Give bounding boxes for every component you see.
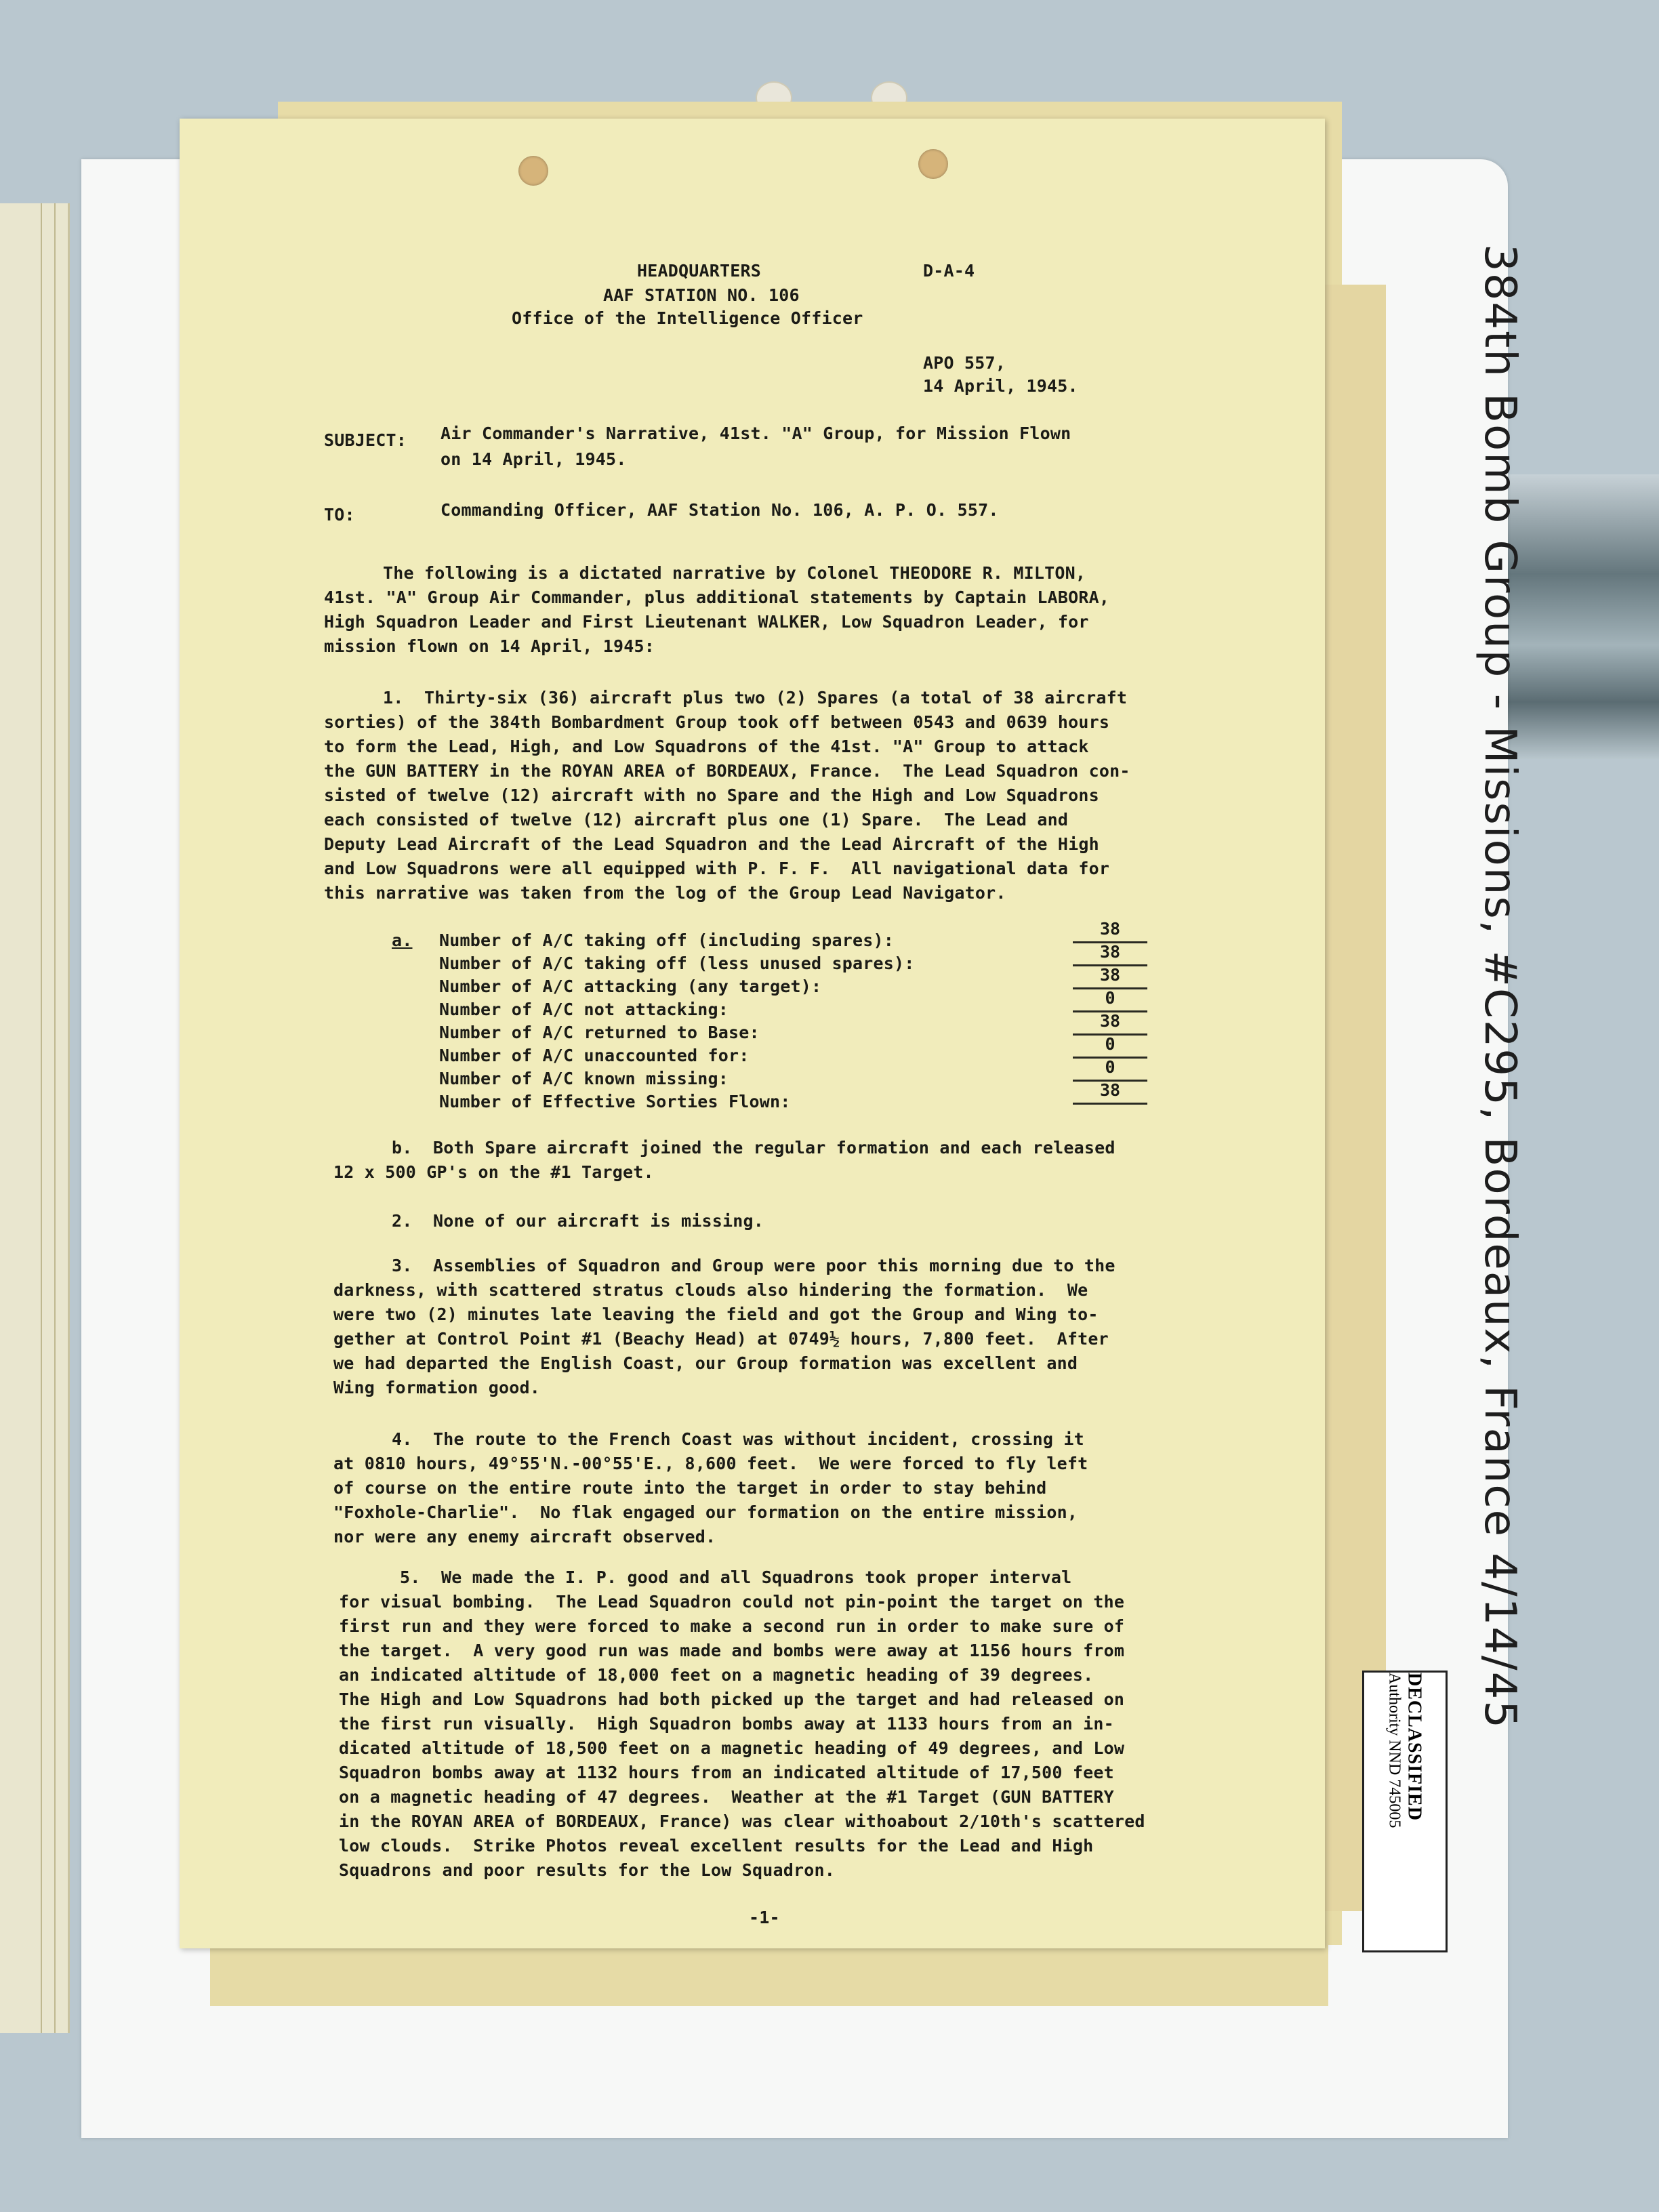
stats-value: 38 <box>1099 1011 1121 1031</box>
stats-label: Number of A/C returned to Base: <box>439 1023 760 1042</box>
intro-line: High Squadron Leader and First Lieutenant WALKER, Low Squadron Leader, for <box>324 612 1089 632</box>
para1-line: sorties) of the 384th Bombardment Group took off between 0543 and 0639 hours <box>324 712 1110 732</box>
para3-line: we had departed the English Coast, our Group formation was excellent and <box>333 1353 1078 1373</box>
para1-line: and Low Squadrons were all equipped with P. F. F. All navigational data for <box>324 859 1110 878</box>
para5-line: Squadrons and poor results for the Low Squadron. <box>339 1860 836 1880</box>
stats-label: Number of A/C not attacking: <box>439 1000 729 1019</box>
para5-line: low clouds. Strike Photos reveal excellent results for the Lead and High <box>339 1836 1094 1856</box>
left-folder-stack <box>0 203 70 2033</box>
stats-value: 38 <box>1099 965 1121 985</box>
stats-marker: a. <box>392 930 413 950</box>
para1-line: to form the Lead, High, and Low Squadrons of the 41st. "A" Group to attack <box>324 737 1089 756</box>
para4-line: 4. The route to the French Coast was without incident, crossing it <box>392 1429 1084 1449</box>
stats-label: Number of A/C known missing: <box>439 1069 729 1088</box>
para5-line: an indicated altitude of 18,000 feet on a magnetic heading of 39 degrees. <box>339 1665 1094 1685</box>
subject-line-1: Air Commander's Narrative, 41st. "A" Group, for Mission Flown <box>441 424 1071 443</box>
stats-value: 38 <box>1099 919 1121 939</box>
subject-label: SUBJECT: <box>324 430 407 450</box>
document-code: D-A-4 <box>923 261 975 281</box>
para2-text: 2. None of our aircraft is missing. <box>392 1211 764 1231</box>
para4-line: nor were any enemy aircraft observed. <box>333 1527 716 1547</box>
stats-value: 38 <box>1099 942 1121 962</box>
stats-value: 0 <box>1105 1034 1115 1054</box>
para5-line: in the ROYAN AREA of BORDEAUX, France) was clear withoabout 2/10th's scattered <box>339 1811 1145 1831</box>
intro-line: 41st. "A" Group Air Commander, plus additional statements by Captain LABORA, <box>324 588 1110 607</box>
para4-line: at 0810 hours, 49°55'N.-00°55'E., 8,600 feet. We were forced to fly left <box>333 1454 1088 1473</box>
page-number: -1- <box>749 1908 780 1927</box>
handwritten-note: 384th Bomb Group - Missions, #C295, Bordeaux, France 4/14/45 <box>1475 244 1525 1729</box>
stats-underline <box>1073 1103 1147 1105</box>
para5-line: Squadron bombs away at 1132 hours from an indicated altitude of 17,500 feet <box>339 1763 1114 1782</box>
punch-hole <box>918 149 948 179</box>
subject-line-2: on 14 April, 1945. <box>441 449 627 469</box>
declassified-stamp <box>1362 1671 1448 1952</box>
para1-line: this narrative was taken from the log of the Group Lead Navigator. <box>324 883 1006 903</box>
para4-line: of course on the entire route into the target in order to stay behind <box>333 1478 1047 1498</box>
stats-label: Number of A/C unaccounted for: <box>439 1046 750 1065</box>
para5-line: dicated altitude of 18,500 feet on a magnetic heading of 49 degrees, and Low <box>339 1738 1125 1758</box>
para5-line: for visual bombing. The Lead Squadron could not pin-point the target on the <box>339 1592 1125 1612</box>
stats-label: Number of A/C attacking (any target): <box>439 977 822 996</box>
to-text: Commanding Officer, AAF Station No. 106, A. P. O. 557. <box>441 500 999 520</box>
para5-line: 5. We made the I. P. good and all Squadrons took proper interval <box>400 1568 1072 1587</box>
para3-line: 3. Assemblies of Squadron and Group were poor this morning due to the <box>392 1256 1115 1275</box>
document-date: 14 April, 1945. <box>923 376 1078 396</box>
punch-hole <box>518 156 548 186</box>
para1-line: the GUN BATTERY in the ROYAN AREA of BORDEAUX, France. The Lead Squadron con- <box>324 761 1130 781</box>
para-b-line: b. Both Spare aircraft joined the regular formation and each released <box>392 1138 1115 1158</box>
para1-line: Deputy Lead Aircraft of the Lead Squadron and the Lead Aircraft of the High <box>324 834 1099 854</box>
intro-line: The following is a dictated narrative by Colonel THEODORE R. MILTON, <box>383 563 1086 583</box>
to-label: TO: <box>324 505 355 525</box>
para1-line: each consisted of twelve (12) aircraft plus one (1) Spare. The Lead and <box>324 810 1069 830</box>
stats-value: 0 <box>1105 988 1115 1008</box>
para1-line: sisted of twelve (12) aircraft with no Spare and the High and Low Squadrons <box>324 785 1099 805</box>
stats-label: Number of A/C taking off (less unused spares): <box>439 954 915 973</box>
para5-line: the target. A very good run was made and bombs were away at 1156 hours from <box>339 1641 1125 1660</box>
apo-number: APO 557, <box>923 353 1006 373</box>
para5-line: the first run visually. High Squadron bombs away at 1133 hours from an in- <box>339 1714 1114 1734</box>
para5-line: on a magnetic heading of 47 degrees. Weather at the #1 Target (GUN BATTERY <box>339 1787 1114 1807</box>
intro-line: mission flown on 14 April, 1945: <box>324 636 655 656</box>
header-office: Office of the Intelligence Officer <box>512 308 863 328</box>
header-headquarters: HEADQUARTERS <box>637 261 762 281</box>
para3-line: Wing formation good. <box>333 1378 541 1397</box>
para5-line: first run and they were forced to make a second run in order to make sure of <box>339 1616 1125 1636</box>
para3-line: darkness, with scattered stratus clouds also hindering the formation. We <box>333 1280 1088 1300</box>
para-b-line: 12 x 500 GP's on the #1 Target. <box>333 1162 654 1182</box>
underlying-sheet-edge <box>1322 285 1386 1911</box>
header-station: AAF STATION NO. 106 <box>603 285 800 305</box>
para5-line: The High and Low Squadrons had both picked up the target and had released on <box>339 1689 1125 1709</box>
stats-value: 38 <box>1099 1080 1121 1100</box>
para1-line: 1. Thirty-six (36) aircraft plus two (2) Spares (a total of 38 aircraft <box>383 688 1128 708</box>
stats-label: Number of A/C taking off (including spares): <box>439 930 895 950</box>
para3-line: gether at Control Point #1 (Beachy Head) at 0749½ hours, 7,800 feet. After <box>333 1329 1109 1349</box>
para3-line: were two (2) minutes late leaving the field and got the Group and Wing to- <box>333 1305 1099 1324</box>
stats-label: Number of Effective Sorties Flown: <box>439 1092 791 1111</box>
stats-value: 0 <box>1105 1057 1115 1077</box>
para4-line: "Foxhole-Charlie". No flak engaged our formation on the entire mission, <box>333 1502 1078 1522</box>
stamp-title: DECLASSIFIED <box>1404 1673 1425 1821</box>
stamp-authority: Authority NND 745005 <box>1385 1673 1404 1828</box>
